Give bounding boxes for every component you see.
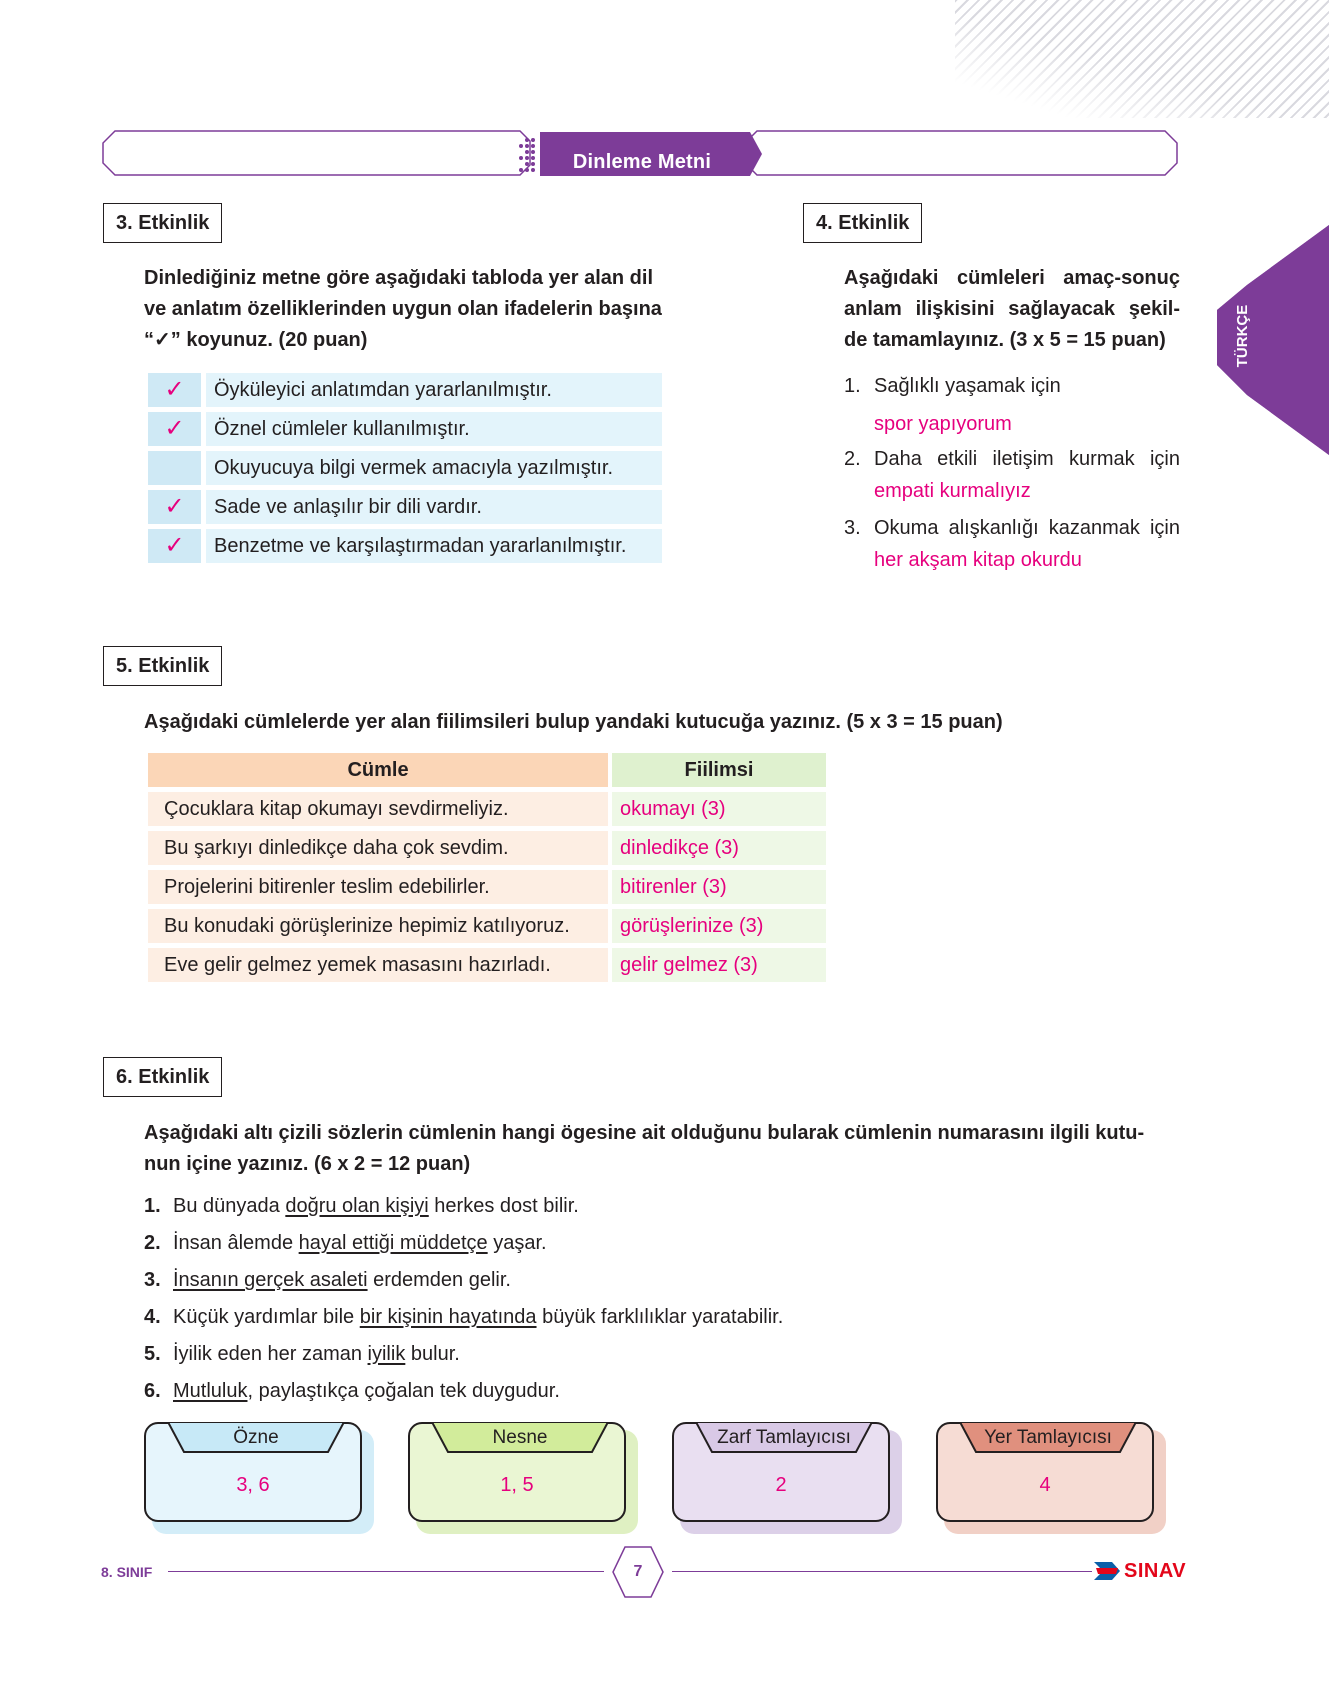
category-answer[interactable]: 2 <box>775 1474 787 1496</box>
answer-cell[interactable]: gelir gelmez (3) <box>612 948 826 982</box>
activity-5-label: 5. Etkinlik <box>103 646 222 686</box>
activity-6-instruction <box>144 1118 1180 1180</box>
sentence-number: 3. <box>144 1269 161 1291</box>
instruction-line: Aşağıdaki cümleleri amaç-sonuç <box>844 267 1180 289</box>
instruction-line: de tamamlayınız. (3 x 5 = 15 puan) <box>844 329 1166 351</box>
instruction-line: Dinlediğiniz metne göre aşağıdaki tabloda yer alan dil <box>144 267 654 289</box>
sentence-text: erdemden gelir. <box>367 1269 511 1291</box>
sentence-cell: Bu konudaki görüşlerinize hepimiz katılıyoruz. <box>148 909 608 943</box>
answer-cell[interactable]: görüşlerinize (3) <box>612 909 826 943</box>
checkbox-cell[interactable]: ✓ <box>148 373 201 407</box>
column-header-sentence: Cümle <box>148 753 608 787</box>
underlined-phrase: doğru olan kişiyi <box>285 1195 429 1217</box>
sentence-item <box>144 1262 1144 1299</box>
instruction-line: ve anlatım özelliklerinden uygun olan ifadelerin başına <box>144 298 662 320</box>
instruction-line: “✓” koyunuz. (20 puan) <box>144 329 368 351</box>
category-name: Özne <box>233 1427 279 1448</box>
activity-4-item <box>844 372 1180 438</box>
activity-3-instruction <box>144 263 704 356</box>
sentence-cell: Projelerini bitirenler teslim edebilirler. <box>148 870 608 904</box>
checkbox-cell[interactable]: ✓ <box>148 412 201 446</box>
section-title: Dinleme Metni <box>572 151 712 173</box>
statement-text: Öyküleyici anlatımdan yararlanılmıştır. <box>206 373 662 407</box>
sentence-text: herkes dost bilir. <box>428 1195 579 1217</box>
item-number: 3. <box>844 517 861 539</box>
statement-text: Benzetme ve karşılaştırmadan yararlanılmıştır. <box>206 529 662 563</box>
category-box-place <box>936 1422 1158 1532</box>
answer-cell[interactable]: bitirenler (3) <box>612 870 826 904</box>
footer-rule-left <box>168 1571 604 1572</box>
checkbox-cell[interactable] <box>148 451 201 485</box>
category-answer[interactable]: 4 <box>1039 1474 1051 1496</box>
activity-4-item <box>844 514 1180 574</box>
underlined-phrase: İnsanın gerçek asaleti <box>173 1269 368 1291</box>
sentence-item <box>144 1336 1144 1373</box>
underlined-phrase: Mutluluk <box>173 1380 248 1402</box>
sentence-text: İyilik eden her zaman <box>173 1343 368 1365</box>
answer-cell[interactable]: okumayı (3) <box>612 792 826 826</box>
activity-3-label: 3. Etkinlik <box>103 203 222 243</box>
checkbox-cell[interactable]: ✓ <box>148 529 201 563</box>
sentence-item <box>144 1188 1144 1225</box>
activity-5-instruction: Aşağıdaki cümlelerde yer alan fiilimsileri bulup yandaki kutucuğa yazınız. (5 x 3 = 15 puan) <box>144 711 1003 733</box>
item-number: 2. <box>844 448 861 470</box>
sentence-text: bulur. <box>405 1343 460 1365</box>
grade-label: 8. SINIF <box>101 1564 153 1580</box>
sentence-text: İnsan âlemde <box>173 1232 299 1254</box>
item-text: Daha etkili iletişim kurmak için <box>874 448 1180 470</box>
brand-logo-icon <box>1094 1560 1122 1582</box>
sentence-number: 1. <box>144 1195 161 1217</box>
sentence-number: 6. <box>144 1380 161 1402</box>
instruction-line: nun içine yazınız. (6 x 2 = 12 puan) <box>144 1153 471 1175</box>
instruction-line: anlam ilişkisini sağlayacak şekil- <box>844 298 1180 320</box>
sentence-number: 5. <box>144 1343 161 1365</box>
sentence-item <box>144 1373 1144 1410</box>
activity-4-label: 4. Etkinlik <box>803 203 922 243</box>
item-number: 1. <box>844 375 861 397</box>
sentence-item <box>144 1225 1144 1262</box>
category-name: Nesne <box>492 1427 548 1448</box>
answer-cell[interactable]: dinledikçe (3) <box>612 831 826 865</box>
footer-rule-right <box>672 1571 1092 1572</box>
statement-text: Sade ve anlaşılır bir dili vardır. <box>206 490 662 524</box>
sentence-text: büyük farklılıklar yaratabilir. <box>536 1306 784 1328</box>
category-box-subject <box>144 1422 366 1532</box>
sentence-item <box>144 1299 1144 1336</box>
category-name: Yer Tamlayıcısı <box>984 1427 1112 1448</box>
category-answer[interactable]: 1, 5 <box>500 1474 534 1496</box>
statement-text: Okuyucuya bilgi vermek amacıyla yazılmıştır. <box>206 451 662 485</box>
underlined-phrase: hayal ettiği müddetçe <box>298 1232 488 1254</box>
activity-4-instruction <box>844 263 1180 356</box>
sentence-text: yaşar. <box>487 1232 547 1254</box>
category-answer[interactable]: 3, 6 <box>236 1474 270 1496</box>
instruction-line: Aşağıdaki altı çizili sözlerin cümlenin hangi ögesine ait olduğunu bularak cümlenin numarasını ilgili kutu- <box>144 1122 1145 1144</box>
subject-label: TÜRKÇE <box>1234 304 1251 368</box>
category-name: Zarf Tamlayıcısı <box>717 1427 851 1448</box>
item-text: Okuma alışkanlığı kazanmak için <box>874 517 1180 539</box>
brand-name: SINAV <box>1124 1560 1187 1582</box>
column-header-verbal: Fiilimsi <box>612 753 826 787</box>
sentence-cell: Çocuklara kitap okumayı sevdirmeliyiz. <box>148 792 608 826</box>
category-box-adverbial <box>672 1422 894 1532</box>
checkbox-cell[interactable]: ✓ <box>148 490 201 524</box>
sentence-number: 4. <box>144 1306 161 1328</box>
page-number: 7 <box>633 1563 643 1580</box>
activity-6-sentences <box>144 1188 1144 1410</box>
sentence-number: 2. <box>144 1232 161 1254</box>
sentence-cell: Bu şarkıyı dinledikçe daha çok sevdim. <box>148 831 608 865</box>
answer-text[interactable]: empati kurmalıyız <box>874 480 1031 502</box>
item-text: Sağlıklı yaşamak için <box>874 375 1061 397</box>
sentence-text: , paylaştıkça çoğalan tek duygudur. <box>247 1380 560 1402</box>
category-box-object <box>408 1422 630 1532</box>
sentence-text: Bu dünyada <box>173 1195 286 1217</box>
activity-4-item <box>844 445 1180 505</box>
answer-text[interactable]: her akşam kitap okurdu <box>874 549 1082 571</box>
sentence-cell: Eve gelir gelmez yemek masasını hazırladı. <box>148 948 608 982</box>
underlined-phrase: iyilik <box>367 1343 406 1365</box>
sentence-text: Küçük yardımlar bile <box>173 1306 360 1328</box>
statement-text: Öznel cümleler kullanılmıştır. <box>206 412 662 446</box>
underlined-phrase: bir kişinin hayatında <box>359 1306 537 1328</box>
activity-6-label: 6. Etkinlik <box>103 1057 222 1097</box>
answer-text[interactable]: spor yapıyorum <box>874 413 1012 435</box>
